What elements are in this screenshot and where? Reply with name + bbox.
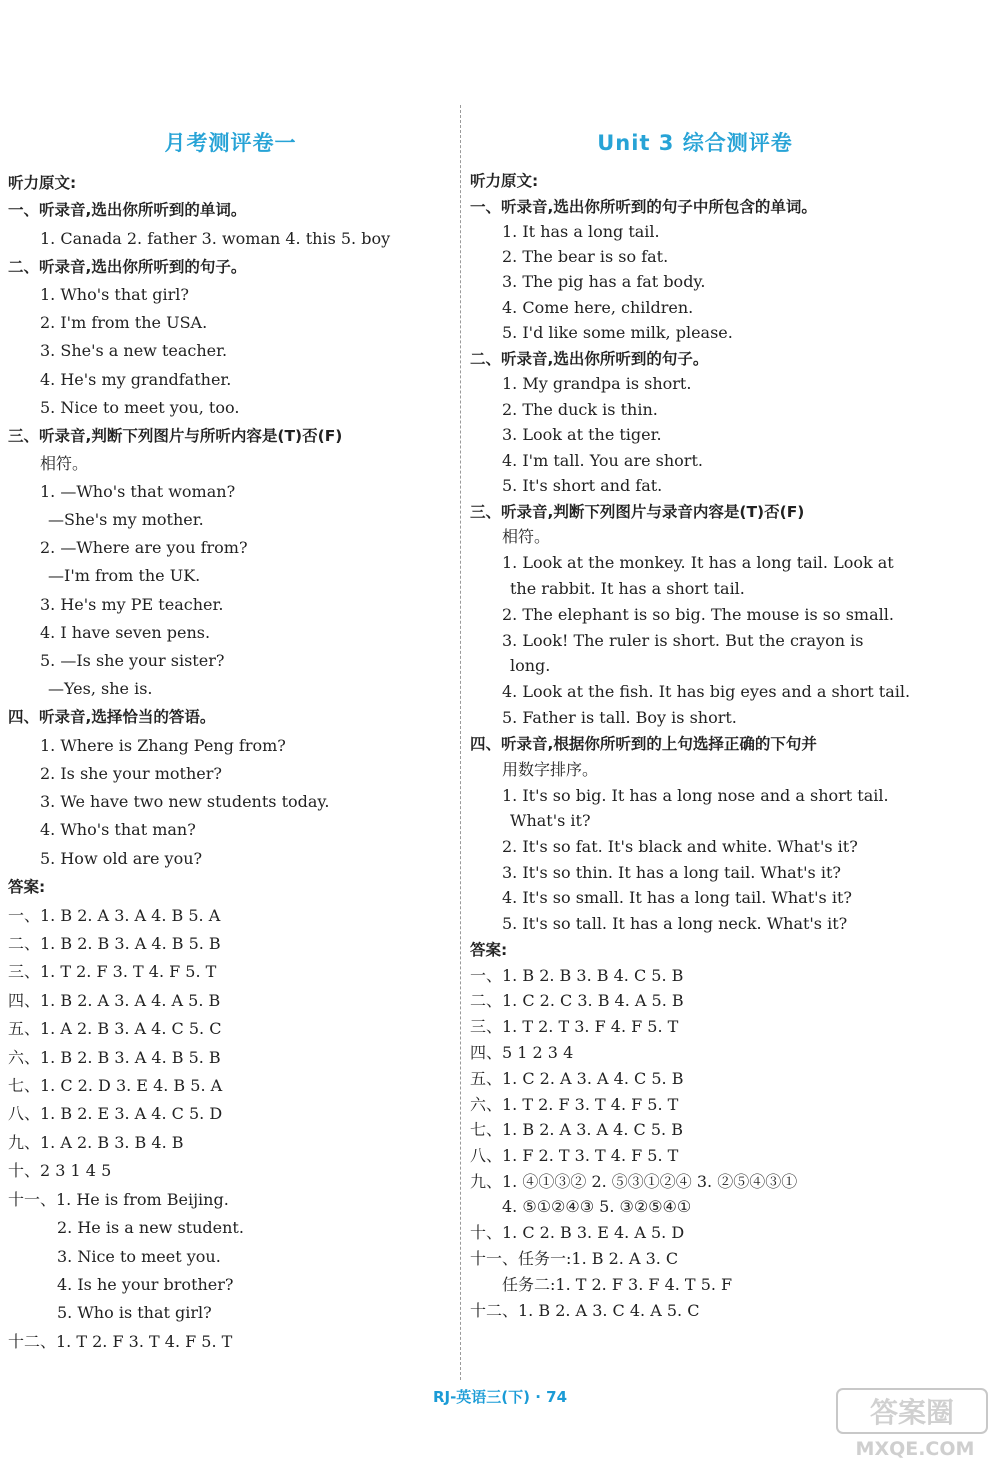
left-text-line: 2. —Where are you from?: [40, 538, 248, 557]
right-text-line: 4. Come here, children.: [502, 298, 694, 317]
right-title: Unit 3 综合测评卷: [597, 131, 793, 155]
left-section-heading: 二、听录音,选出你所听到的句子。: [8, 258, 247, 276]
left-text-line: 二、1. B 2. B 3. A 4. B 5. B: [8, 934, 221, 953]
left-text-line: 七、1. C 2. D 3. E 4. B 5. A: [8, 1076, 223, 1095]
right-text-line: 4. Look at the fish. It has big eyes and a short tail.: [502, 682, 911, 701]
right-text-line: 七、1. B 2. A 3. A 4. C 5. B: [470, 1120, 683, 1139]
right-text-line: 一、1. B 2. B 3. B 4. C 5. B: [470, 966, 684, 985]
right-text-line: 十二、1. B 2. A 3. C 4. A 5. C: [470, 1301, 700, 1320]
watermark-logo: [835, 1385, 995, 1463]
left-text-line: 三、1. T 2. F 3. T 4. F 5. T: [8, 962, 217, 981]
right-text-line: 4. ⑤①②④③ 5. ③②⑤④①: [502, 1197, 692, 1216]
right-text-line: 相符。: [502, 527, 551, 546]
left-text-line: 一、1. B 2. A 3. A 4. B 5. A: [8, 906, 221, 925]
right-section-heading: 答案:: [470, 941, 508, 959]
left-section-heading: 一、听录音,选出你所听到的单词。: [8, 201, 247, 219]
right-text-line: 4. It's so small. It has a long tail. What's it?: [502, 888, 852, 907]
left-text-line: 八、1. B 2. E 3. A 4. C 5. D: [8, 1104, 223, 1123]
right-section-heading: 听力原文:: [470, 172, 539, 190]
right-text-line: 2. The bear is so fat.: [502, 247, 669, 266]
left-text-line: —Yes, she is.: [48, 679, 153, 698]
left-section-heading: 答案:: [8, 878, 46, 896]
right-text-line: 五、1. C 2. A 3. A 4. C 5. B: [470, 1069, 684, 1088]
svg-text:答案圈: 答案圈: [869, 1396, 955, 1429]
right-text-line: 3. It's so thin. It has a long tail. What's it?: [502, 863, 841, 882]
right-text-line: 5. It's so tall. It has a long neck. What's it?: [502, 914, 848, 933]
right-text-line: 1. It has a long tail.: [502, 222, 660, 241]
left-text-line: 4. He's my grandfather.: [40, 370, 232, 389]
right-section-heading: 二、听录音,选出你所听到的句子。: [470, 350, 709, 368]
right-text-line: 任务二:1. T 2. F 3. F 4. T 5. F: [502, 1275, 733, 1294]
left-text-line: 4. I have seven pens.: [40, 623, 211, 642]
left-text-line: —She's my mother.: [48, 510, 204, 529]
right-text-line: 3. Look at the tiger.: [502, 425, 662, 444]
right-text-line: 四、5 1 2 3 4: [470, 1043, 574, 1062]
right-text-line: 3. The pig has a fat body.: [502, 272, 706, 291]
left-text-line: 1. Where is Zhang Peng from?: [40, 736, 286, 755]
right-text-line: 用数字排序。: [502, 760, 599, 779]
right-text-line: 十、1. C 2. B 3. E 4. A 5. D: [470, 1223, 685, 1242]
left-text-line: 3. He's my PE teacher.: [40, 595, 224, 614]
right-text-line: 1. Look at the monkey. It has a long tail. Look at: [502, 553, 894, 572]
left-text-line: 2. Is she your mother?: [40, 764, 222, 783]
left-title: 月考测评卷一: [164, 131, 297, 155]
left-text-line: 十、2 3 1 4 5: [8, 1161, 112, 1180]
right-text-line: 九、1. ④①③② 2. ⑤③①②④ 3. ②⑤④③①: [470, 1172, 798, 1191]
left-text-line: 四、1. B 2. A 3. A 4. A 5. B: [8, 991, 221, 1010]
right-text-line: 六、1. T 2. F 3. T 4. F 5. T: [470, 1095, 679, 1114]
left-text-line: 1. —Who's that woman?: [40, 482, 236, 501]
right-text-line: the rabbit. It has a short tail.: [510, 579, 745, 598]
svg-text:MXQE.COM: MXQE.COM: [855, 1438, 975, 1460]
right-text-line: long.: [510, 656, 551, 675]
left-text-line: 4. Is he your brother?: [57, 1275, 234, 1294]
right-text-line: 二、1. C 2. C 3. B 4. A 5. B: [470, 991, 684, 1010]
right-text-line: 1. My grandpa is short.: [502, 374, 692, 393]
left-text-line: 2. He is a new student.: [57, 1218, 244, 1237]
left-text-line: 1. Canada 2. father 3. woman 4. this 5. boy: [40, 229, 391, 248]
right-text-line: 4. I'm tall. You are short.: [502, 451, 703, 470]
right-text-line: 2. The elephant is so big. The mouse is so small.: [502, 605, 894, 624]
left-text-line: 五、1. A 2. B 3. A 4. C 5. C: [8, 1019, 222, 1038]
right-text-line: 5. Father is tall. Boy is short.: [502, 708, 737, 727]
left-text-line: 九、1. A 2. B 3. B 4. B: [8, 1133, 184, 1152]
left-text-line: 5. Who is that girl?: [57, 1303, 212, 1322]
left-text-line: 十二、1. T 2. F 3. T 4. F 5. T: [8, 1332, 233, 1351]
column-divider: [460, 105, 461, 1380]
left-text-line: 1. Who's that girl?: [40, 285, 189, 304]
left-section-heading: 听力原文:: [8, 174, 77, 192]
right-text-line: 2. The duck is thin.: [502, 400, 658, 419]
left-text-line: 3. Nice to meet you.: [57, 1247, 221, 1266]
left-section-heading: 三、听录音,判断下列图片与所听内容是(T)否(F): [8, 427, 343, 445]
left-text-line: 5. Nice to meet you, too.: [40, 398, 240, 417]
right-text-line: 三、1. T 2. T 3. F 4. F 5. T: [470, 1017, 679, 1036]
right-section-heading: 一、听录音,选出你所听到的句子中所包含的单词。: [470, 198, 817, 216]
right-text-line: 5. It's short and fat.: [502, 476, 663, 495]
left-text-line: 5. —Is she your sister?: [40, 651, 225, 670]
left-text-line: 4. Who's that man?: [40, 820, 196, 839]
left-text-line: —I'm from the UK.: [48, 566, 201, 585]
right-text-line: 八、1. F 2. T 3. T 4. F 5. T: [470, 1146, 679, 1165]
right-text-line: 十一、任务一:1. B 2. A 3. C: [470, 1249, 679, 1268]
right-section-heading: 三、听录音,判断下列图片与录音内容是(T)否(F): [470, 503, 805, 521]
page-footer: RJ-英语三(下) · 74: [432, 1388, 568, 1406]
right-text-line: 2. It's so fat. It's black and white. What's it?: [502, 837, 858, 856]
left-text-line: 十一、1. He is from Beijing.: [8, 1190, 229, 1209]
left-section-heading: 四、听录音,选择恰当的答语。: [8, 708, 216, 726]
left-text-line: 六、1. B 2. B 3. A 4. B 5. B: [8, 1048, 221, 1067]
left-text-line: 相符。: [40, 454, 89, 473]
right-text-line: 5. I'd like some milk, please.: [502, 323, 733, 342]
left-text-line: 5. How old are you?: [40, 849, 203, 868]
left-text-line: 3. She's a new teacher.: [40, 341, 228, 360]
right-text-line: 1. It's so big. It has a long nose and a short tail.: [502, 786, 889, 805]
right-section-heading: 四、听录音,根据你所听到的上句选择正确的下句并: [470, 735, 817, 753]
left-text-line: 3. We have two new students today.: [40, 792, 330, 811]
right-text-line: 3. Look! The ruler is short. But the crayon is: [502, 631, 864, 650]
right-text-line: What's it?: [510, 811, 591, 830]
left-text-line: 2. I'm from the USA.: [40, 313, 208, 332]
